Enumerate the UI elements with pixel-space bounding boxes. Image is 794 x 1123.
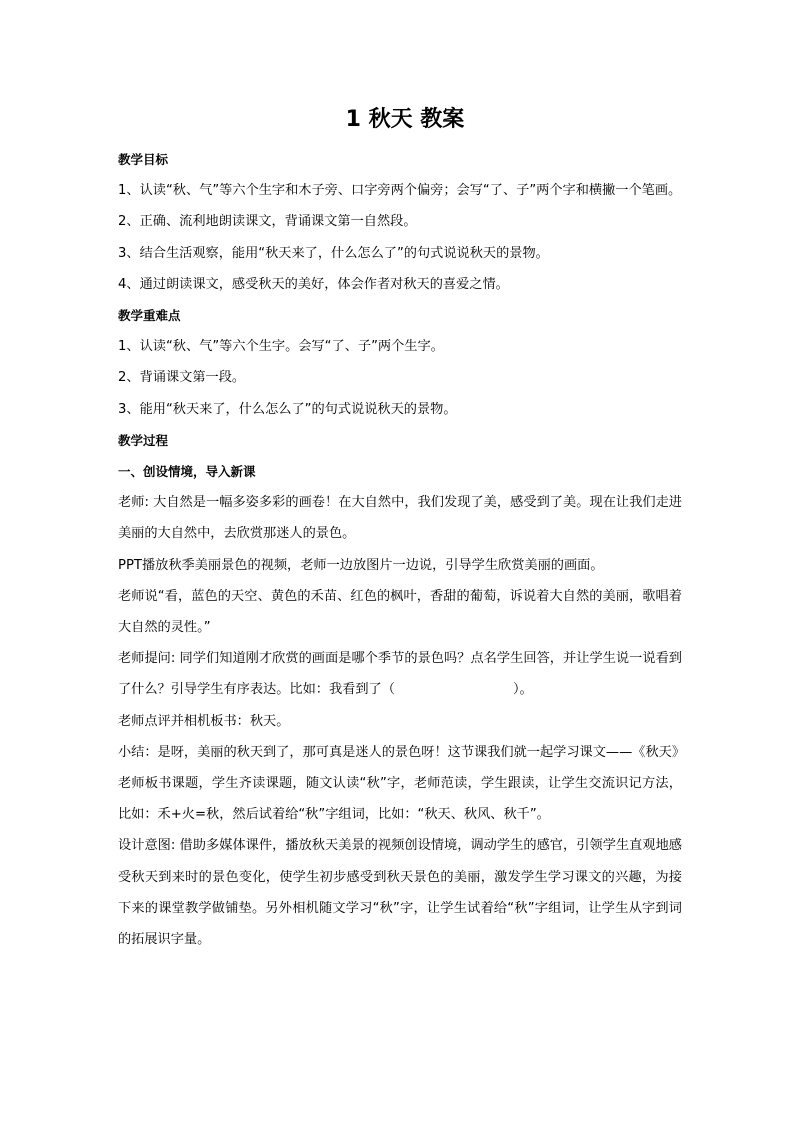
- goals-heading: 教学目标: [118, 152, 169, 167]
- document-page: [118, 100, 686, 955]
- goal-item-3: 3、结合生活观察，能用“秋天来了，什么怎么了”的句式说说秋天的景物。: [118, 245, 549, 261]
- goal-item-4: 4、通过朗读课文，感受秋天的美好，体会作者对秋天的喜爱之情。: [118, 276, 509, 292]
- key-point-2: 2、背诵课文第一段。: [118, 370, 246, 386]
- question-text: 老师提问: 同学们知道刚才欣赏的画面是哪个季节的景色吗？点名学生回答，并让学生说一说看到了什么？引导学生有序表达。比如：我看到了（: [118, 651, 682, 698]
- goal-item-2: 2、正确、流利地朗读课文，背诵课文第一自然段。: [118, 214, 417, 230]
- goal-item-1: 1、认读“秋、气”等六个生字和木子旁、口字旁两个偏旁；会写“了、子”两个字和横撇一个笔画。: [118, 183, 682, 199]
- key-point-1: 1、认读“秋、气”等六个生字。会写“了、子”两个生字。: [118, 339, 444, 355]
- paragraph-design-intent: 设计意图: 借助多媒体课件，播放秋天美景的视频创设情境，调动学生的感官，引领学生直观地感受秋天到来时的景色变化，使学生初步感受到秋天景色的美丽，激发学生学习课文的兴趣，为接下来的课堂教学做铺垫。另外相机随文学习“秋”字，让学生试着给“秋”字组词，让学生从字到词的拓展识字量。: [118, 838, 682, 948]
- process-heading: 教学过程: [118, 432, 169, 448]
- paragraph-teacher-says: 老师说“看，蓝色的天空、黄色的禾苗、红色的枫叶，香甜的葡萄，诉说着大自然的美丽，歌唱着大自然的灵性。”: [118, 588, 682, 636]
- key-points-heading: 教学重难点: [118, 308, 181, 324]
- paragraph-intro: 老师: 大自然是一幅多姿多彩的画卷！在大自然中，我们发现了美，感受到了美。现在让我们走进美丽的大自然中，去欣赏那迷人的景色。: [118, 495, 682, 542]
- paragraph-board: 老师点评并相机板书：秋天。: [118, 713, 290, 729]
- page-title: 1 秋天 教案: [345, 107, 465, 132]
- key-point-3: 3、能用“秋天来了，什么怎么了”的句式说说秋天的景物。: [118, 401, 457, 417]
- question-close: ）。: [512, 682, 533, 698]
- paragraph-summary: 小结：是呀，美丽的秋天到了，那可真是迷人的景色呀！这节课我们就一起学习课文——《秋天》: [118, 744, 686, 760]
- paragraph-ppt: PPT播放秋季美丽景色的视频，老师一边放图片一边说，引导学生欣赏美丽的画面。: [118, 557, 604, 573]
- step1-heading: 一、创设情境，导入新课: [118, 464, 256, 480]
- paragraph-question: [118, 643, 682, 705]
- paragraph-title-reading: 老师板书课题，学生齐读课题，随文认读“秋”字，老师范读，学生跟读，让学生交流识记方法，比如：禾+火=秋，然后试着给“秋”字组词，比如：“秋天、秋风、秋千”。: [118, 776, 682, 823]
